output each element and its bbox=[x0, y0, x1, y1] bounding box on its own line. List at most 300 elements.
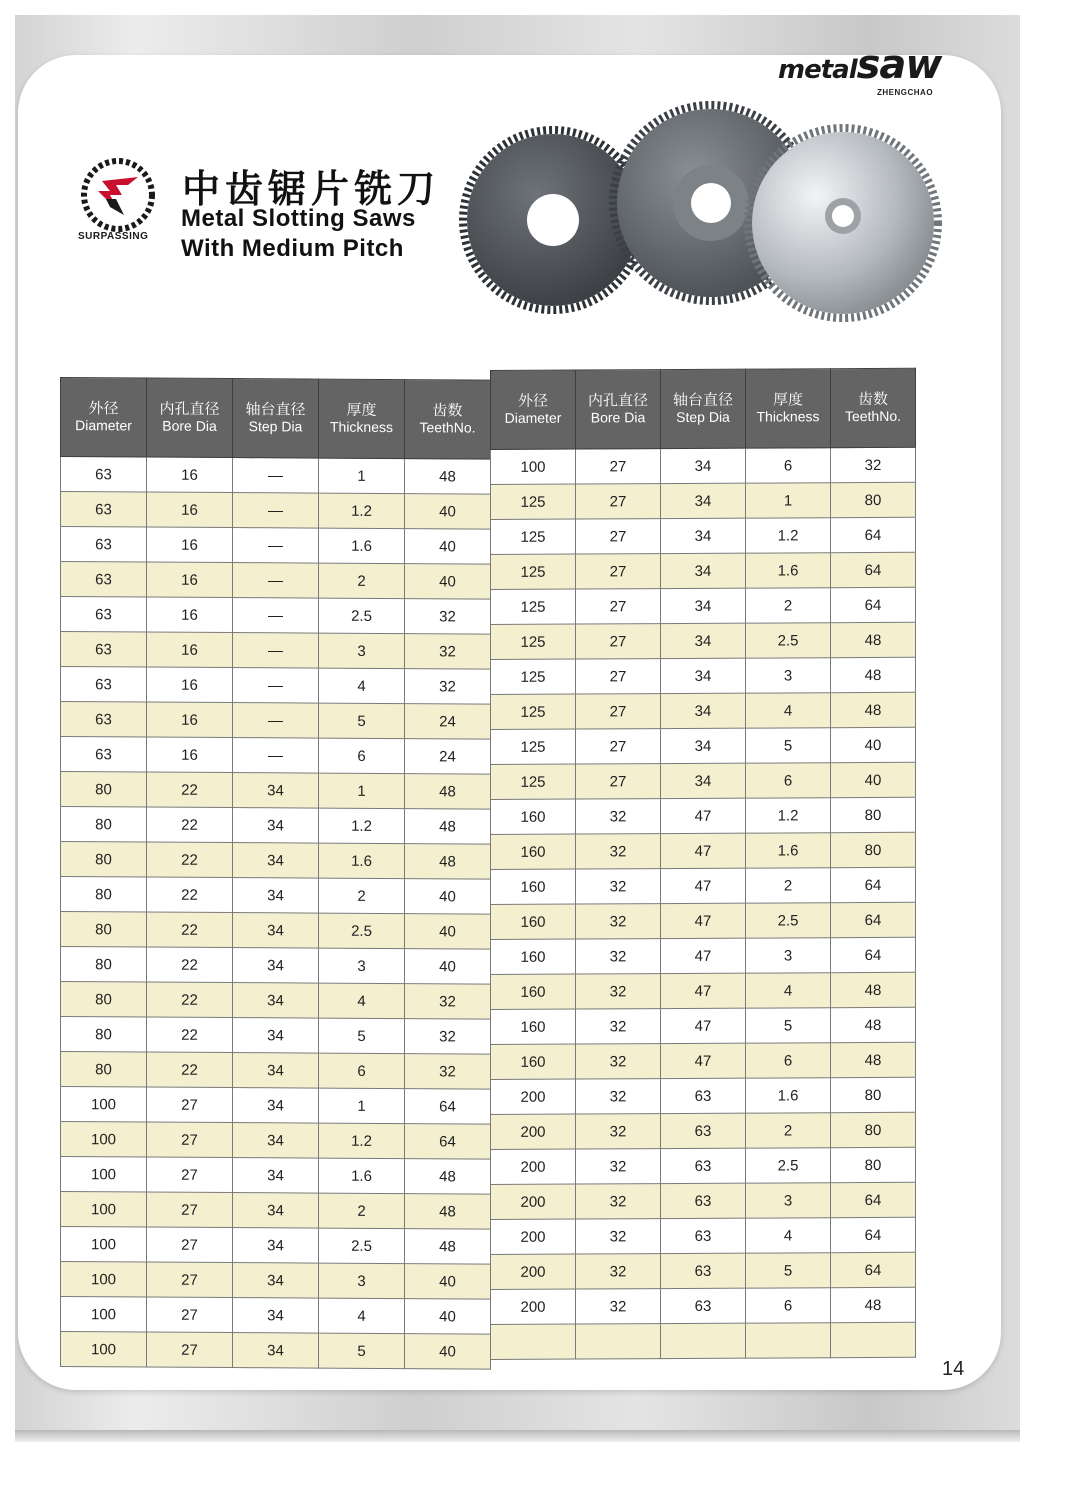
header-teeth-no: 齿数 TeethNo. bbox=[831, 368, 916, 447]
table-row bbox=[61, 1192, 491, 1230]
table-cell: 5 bbox=[319, 1018, 405, 1054]
table-row bbox=[61, 982, 491, 1020]
table-row bbox=[61, 842, 491, 880]
table-cell: 100 bbox=[61, 1122, 147, 1158]
table-cell: 3 bbox=[746, 1183, 831, 1218]
table-cell: 2 bbox=[746, 1113, 831, 1148]
table-cell: 3 bbox=[746, 658, 831, 693]
table-row bbox=[491, 1252, 916, 1289]
table-cell: 22 bbox=[147, 877, 233, 913]
table-row bbox=[491, 1077, 916, 1114]
table-cell: 32 bbox=[405, 1019, 491, 1055]
header-bore-dia: 内孔直径 Bore Dia bbox=[576, 370, 661, 449]
surpassing-logo-icon bbox=[80, 155, 160, 235]
table-cell: 16 bbox=[147, 527, 233, 563]
table-cell bbox=[661, 1323, 746, 1358]
table-cell: — bbox=[233, 598, 319, 634]
table-cell: 16 bbox=[147, 667, 233, 703]
table-cell: 160 bbox=[491, 974, 576, 1009]
table-row bbox=[61, 1122, 491, 1160]
header-diameter: 外径 Diameter bbox=[491, 370, 576, 449]
table-cell: 48 bbox=[831, 1007, 916, 1042]
table-row bbox=[61, 632, 491, 670]
table-cell: 34 bbox=[661, 588, 746, 623]
table-cell: 80 bbox=[61, 912, 147, 948]
table-cell: 1.2 bbox=[746, 518, 831, 553]
table-cell: 63 bbox=[661, 1288, 746, 1323]
table-cell: 1.6 bbox=[319, 843, 405, 879]
table-cell: 32 bbox=[405, 984, 491, 1020]
table-row bbox=[61, 737, 491, 775]
table-cell: 27 bbox=[147, 1087, 233, 1123]
table-cell: 200 bbox=[491, 1079, 576, 1114]
table-cell: 4 bbox=[746, 973, 831, 1008]
table-cell: 22 bbox=[147, 982, 233, 1018]
brand-subtitle: ZHENGCHAO bbox=[877, 88, 934, 97]
table-cell: 34 bbox=[661, 763, 746, 798]
table-row bbox=[491, 867, 916, 904]
table-row bbox=[491, 447, 916, 484]
table-cell: 32 bbox=[405, 599, 491, 635]
table-cell: 80 bbox=[831, 797, 916, 832]
table-cell: 34 bbox=[233, 1088, 319, 1124]
table-cell: 22 bbox=[147, 772, 233, 808]
table-row bbox=[491, 517, 916, 554]
table-cell: — bbox=[233, 703, 319, 739]
table-cell: 16 bbox=[147, 492, 233, 528]
table-cell: 34 bbox=[661, 728, 746, 763]
table-cell: 5 bbox=[319, 1333, 405, 1369]
table-cell: 48 bbox=[405, 774, 491, 810]
table-cell: 80 bbox=[61, 877, 147, 913]
table-cell: 160 bbox=[491, 1009, 576, 1044]
table-row bbox=[491, 972, 916, 1009]
table-cell: 27 bbox=[576, 519, 661, 554]
table-cell: 1.6 bbox=[319, 1158, 405, 1194]
table-cell: 2 bbox=[746, 868, 831, 903]
table-cell: 125 bbox=[491, 624, 576, 659]
table-row bbox=[491, 762, 916, 799]
table-cell: 27 bbox=[147, 1297, 233, 1333]
table-cell bbox=[831, 1322, 916, 1357]
table-cell: 160 bbox=[491, 799, 576, 834]
table-cell: — bbox=[233, 563, 319, 599]
table-cell: 34 bbox=[661, 658, 746, 693]
table-cell: 27 bbox=[576, 764, 661, 799]
table-cell: 1.6 bbox=[746, 833, 831, 868]
table-cell: 16 bbox=[147, 562, 233, 598]
table-cell: 32 bbox=[405, 1054, 491, 1090]
table-cell: 47 bbox=[661, 833, 746, 868]
table-cell: 47 bbox=[661, 1008, 746, 1043]
table-cell: 100 bbox=[61, 1297, 147, 1333]
page-number: 14 bbox=[942, 1358, 965, 1380]
table-row bbox=[491, 622, 916, 659]
table-cell: 34 bbox=[233, 878, 319, 914]
table-row bbox=[61, 807, 491, 845]
table-cell: 24 bbox=[405, 704, 491, 740]
table-cell: 6 bbox=[319, 738, 405, 774]
table-cell: 63 bbox=[661, 1253, 746, 1288]
table-cell: 1 bbox=[319, 1088, 405, 1124]
table-cell: 63 bbox=[61, 457, 147, 493]
table-cell: 27 bbox=[147, 1157, 233, 1193]
table-cell: 48 bbox=[405, 844, 491, 880]
table-cell: 1.2 bbox=[319, 1123, 405, 1159]
table-cell: 40 bbox=[405, 949, 491, 985]
table-cell: 80 bbox=[61, 1052, 147, 1088]
table-row bbox=[491, 1182, 916, 1219]
table-cell: 64 bbox=[831, 517, 916, 552]
table-cell: 64 bbox=[831, 552, 916, 587]
table-row bbox=[61, 772, 491, 810]
table-cell: — bbox=[233, 528, 319, 564]
table-cell: 2.5 bbox=[319, 598, 405, 634]
table-row bbox=[61, 527, 491, 565]
title-english bbox=[181, 204, 416, 264]
table-cell: 64 bbox=[831, 937, 916, 972]
table-cell: 27 bbox=[576, 624, 661, 659]
table-row bbox=[61, 1052, 491, 1090]
table-cell: 32 bbox=[576, 1184, 661, 1219]
table-cell: 5 bbox=[746, 728, 831, 763]
table-cell: 48 bbox=[405, 809, 491, 845]
table-cell: 48 bbox=[831, 622, 916, 657]
table-cell: 40 bbox=[405, 1334, 491, 1370]
table-cell: 200 bbox=[491, 1254, 576, 1289]
table-row bbox=[61, 597, 491, 635]
table-cell: 160 bbox=[491, 904, 576, 939]
table-cell: 1.6 bbox=[746, 553, 831, 588]
table-cell: 32 bbox=[831, 447, 916, 482]
table-cell: 22 bbox=[147, 912, 233, 948]
table-row bbox=[491, 587, 916, 624]
table-cell: 47 bbox=[661, 973, 746, 1008]
table-cell: 47 bbox=[661, 938, 746, 973]
table-cell: 160 bbox=[491, 1044, 576, 1079]
table-row bbox=[61, 492, 491, 530]
table-cell: 5 bbox=[746, 1008, 831, 1043]
spec-table-right bbox=[490, 368, 916, 1360]
table-cell: 160 bbox=[491, 939, 576, 974]
table-cell: 34 bbox=[233, 1158, 319, 1194]
table-row bbox=[491, 1147, 916, 1184]
table-cell: 80 bbox=[61, 1017, 147, 1053]
table-row bbox=[61, 1157, 491, 1195]
table-cell: 32 bbox=[576, 1079, 661, 1114]
table-row bbox=[491, 552, 916, 589]
table-row bbox=[61, 457, 491, 495]
table-row bbox=[491, 1112, 916, 1149]
table-cell: 34 bbox=[233, 1123, 319, 1159]
table-row bbox=[61, 1332, 491, 1370]
table-row bbox=[61, 1227, 491, 1265]
table-cell: 200 bbox=[491, 1219, 576, 1254]
table-row bbox=[491, 482, 916, 519]
table-cell: 40 bbox=[405, 914, 491, 950]
table-cell: 1 bbox=[319, 773, 405, 809]
table-cell: 34 bbox=[661, 623, 746, 658]
table-cell bbox=[576, 1324, 661, 1359]
table-cell: 125 bbox=[491, 764, 576, 799]
table-cell: 64 bbox=[831, 1217, 916, 1252]
table-cell: 5 bbox=[746, 1253, 831, 1288]
table-cell: — bbox=[233, 633, 319, 669]
table-cell: 34 bbox=[661, 483, 746, 518]
table-cell: 34 bbox=[233, 1193, 319, 1229]
table-cell: 48 bbox=[831, 1287, 916, 1322]
header-step-dia: 轴台直径 Step Dia bbox=[661, 369, 746, 448]
table-cell: 34 bbox=[233, 913, 319, 949]
table-cell: 16 bbox=[147, 737, 233, 773]
header-bore-dia: 内孔直径 Bore Dia bbox=[147, 378, 233, 458]
table-cell: 34 bbox=[233, 1298, 319, 1334]
table-cell: 1.6 bbox=[746, 1078, 831, 1113]
table-row bbox=[61, 1297, 491, 1335]
table-cell: — bbox=[233, 668, 319, 704]
table-cell: 63 bbox=[61, 527, 147, 563]
table-cell: 64 bbox=[405, 1124, 491, 1160]
table-cell: 125 bbox=[491, 729, 576, 764]
table-cell: 80 bbox=[61, 807, 147, 843]
table-cell: 16 bbox=[147, 632, 233, 668]
table-cell: 32 bbox=[405, 634, 491, 670]
table-cell: 6 bbox=[319, 1053, 405, 1089]
table-cell: 63 bbox=[61, 667, 147, 703]
table-cell: 125 bbox=[491, 694, 576, 729]
table-cell: 32 bbox=[576, 1009, 661, 1044]
table-cell: 2.5 bbox=[319, 913, 405, 949]
table-cell: 27 bbox=[147, 1227, 233, 1263]
table-cell: 63 bbox=[61, 562, 147, 598]
table-cell: 34 bbox=[233, 948, 319, 984]
table-cell: 80 bbox=[831, 1077, 916, 1112]
table-cell: 32 bbox=[576, 1044, 661, 1079]
table-cell: 3 bbox=[319, 633, 405, 669]
table-cell: 34 bbox=[661, 693, 746, 728]
table-cell: 200 bbox=[491, 1149, 576, 1184]
table-cell: 63 bbox=[661, 1148, 746, 1183]
table-cell: 63 bbox=[61, 702, 147, 738]
table-cell: 22 bbox=[147, 807, 233, 843]
table-row bbox=[61, 1017, 491, 1055]
table-cell: 5 bbox=[319, 703, 405, 739]
table-cell: 32 bbox=[576, 974, 661, 1009]
table-cell: 160 bbox=[491, 834, 576, 869]
table-cell: — bbox=[233, 458, 319, 494]
table-cell: 32 bbox=[576, 869, 661, 904]
table-cell: 80 bbox=[61, 982, 147, 1018]
table-cell: 27 bbox=[576, 484, 661, 519]
table-cell: 63 bbox=[661, 1218, 746, 1253]
brand-name-big: saw bbox=[856, 42, 942, 88]
table-row bbox=[61, 702, 491, 740]
table-row bbox=[491, 937, 916, 974]
table-cell: 47 bbox=[661, 798, 746, 833]
table-cell: 48 bbox=[405, 459, 491, 495]
table-cell: 1.2 bbox=[319, 808, 405, 844]
table-cell: 4 bbox=[746, 693, 831, 728]
table-cell: 34 bbox=[233, 843, 319, 879]
table-cell: 64 bbox=[831, 587, 916, 622]
table-cell: 64 bbox=[831, 1182, 916, 1217]
table-cell: 100 bbox=[61, 1157, 147, 1193]
table-cell: 100 bbox=[61, 1332, 147, 1368]
table-row bbox=[61, 947, 491, 985]
table-cell: 4 bbox=[319, 668, 405, 704]
table-cell: 16 bbox=[147, 457, 233, 493]
table-header-row bbox=[491, 368, 916, 449]
table-cell: 40 bbox=[405, 529, 491, 565]
table-cell: 100 bbox=[61, 1227, 147, 1263]
table-cell: 32 bbox=[576, 904, 661, 939]
table-cell: 32 bbox=[576, 834, 661, 869]
table-cell: 80 bbox=[831, 1112, 916, 1147]
table-cell: 80 bbox=[831, 832, 916, 867]
table-cell: 64 bbox=[831, 902, 916, 937]
table-cell: 27 bbox=[576, 729, 661, 764]
table-cell: 2 bbox=[319, 563, 405, 599]
table-cell: 100 bbox=[61, 1262, 147, 1298]
table-cell: 63 bbox=[661, 1183, 746, 1218]
table-cell: 47 bbox=[661, 1043, 746, 1078]
header-thickness: 厚度 Thickness bbox=[746, 369, 831, 448]
table-row bbox=[61, 912, 491, 950]
table-cell: 100 bbox=[61, 1192, 147, 1228]
brand-logo-text bbox=[778, 42, 941, 88]
table-cell: 40 bbox=[831, 762, 916, 797]
table-cell: 22 bbox=[147, 1017, 233, 1053]
table-row bbox=[491, 1042, 916, 1079]
table-cell: 6 bbox=[746, 763, 831, 798]
table-cell: 34 bbox=[661, 518, 746, 553]
table-cell: 27 bbox=[576, 694, 661, 729]
table-cell: 27 bbox=[576, 449, 661, 484]
table-cell: 63 bbox=[661, 1113, 746, 1148]
table-cell: 40 bbox=[405, 1299, 491, 1335]
table-cell: 125 bbox=[491, 519, 576, 554]
table-cell: 27 bbox=[576, 554, 661, 589]
table-cell: 27 bbox=[576, 589, 661, 624]
table-cell: 80 bbox=[831, 1147, 916, 1182]
table-cell: 34 bbox=[233, 1263, 319, 1299]
table-cell: 27 bbox=[576, 659, 661, 694]
table-cell: 80 bbox=[61, 842, 147, 878]
table-cell: 40 bbox=[405, 879, 491, 915]
page-edge-shadow bbox=[15, 1430, 1020, 1442]
table-cell: 47 bbox=[661, 903, 746, 938]
table-row bbox=[491, 727, 916, 764]
table-row bbox=[491, 1217, 916, 1254]
table-cell: 63 bbox=[61, 737, 147, 773]
table-cell: 32 bbox=[576, 1149, 661, 1184]
table-cell: 63 bbox=[61, 597, 147, 633]
table-cell: 2 bbox=[319, 878, 405, 914]
table-cell: 32 bbox=[576, 1254, 661, 1289]
table-cell: 34 bbox=[233, 1018, 319, 1054]
table-cell: 27 bbox=[147, 1332, 233, 1368]
table-cell: 3 bbox=[319, 948, 405, 984]
table-cell: 64 bbox=[831, 867, 916, 902]
table-cell: 2.5 bbox=[319, 1228, 405, 1264]
table-cell: 40 bbox=[405, 564, 491, 600]
table-cell: 22 bbox=[147, 842, 233, 878]
table-cell: 4 bbox=[319, 1298, 405, 1334]
table-cell: 32 bbox=[576, 799, 661, 834]
table-cell: 6 bbox=[746, 1043, 831, 1078]
table-row bbox=[491, 832, 916, 869]
table-cell: 63 bbox=[61, 632, 147, 668]
table-cell: 160 bbox=[491, 869, 576, 904]
table-cell: 125 bbox=[491, 589, 576, 624]
table-cell: 16 bbox=[147, 597, 233, 633]
table-cell: 80 bbox=[61, 772, 147, 808]
table-cell: 34 bbox=[233, 1053, 319, 1089]
table-cell: 2.5 bbox=[746, 1148, 831, 1183]
table-cell: 3 bbox=[746, 938, 831, 973]
table-cell: 6 bbox=[746, 1288, 831, 1323]
table-cell: 80 bbox=[831, 482, 916, 517]
spec-table-left bbox=[60, 377, 491, 1370]
table-cell: 48 bbox=[831, 972, 916, 1007]
table-cell: 27 bbox=[147, 1262, 233, 1298]
table-row bbox=[61, 1087, 491, 1125]
table-cell: 16 bbox=[147, 702, 233, 738]
table-cell: 34 bbox=[233, 773, 319, 809]
table-cell: 1 bbox=[319, 458, 405, 494]
header-step-dia: 轴台直径 Step Dia bbox=[233, 379, 319, 459]
table-row bbox=[491, 1007, 916, 1044]
header-thickness: 厚度 Thickness bbox=[319, 379, 405, 459]
title-english-line1: Metal Slotting Saws bbox=[181, 205, 416, 232]
table-cell bbox=[746, 1323, 831, 1358]
table-cell: 1.2 bbox=[319, 493, 405, 529]
table-row bbox=[61, 562, 491, 600]
table-row bbox=[491, 1287, 916, 1324]
table-cell: 48 bbox=[405, 1229, 491, 1265]
table-cell: 34 bbox=[233, 1228, 319, 1264]
table-cell: 24 bbox=[405, 739, 491, 775]
table-row bbox=[61, 1262, 491, 1300]
table-cell: 200 bbox=[491, 1289, 576, 1324]
table-cell: 6 bbox=[746, 448, 831, 483]
table-row bbox=[61, 877, 491, 915]
table-cell: 34 bbox=[233, 1333, 319, 1369]
table-cell: 1.2 bbox=[746, 798, 831, 833]
table-cell: 125 bbox=[491, 659, 576, 694]
table-cell: 47 bbox=[661, 868, 746, 903]
table-cell: 48 bbox=[831, 1042, 916, 1077]
table-cell: 34 bbox=[661, 448, 746, 483]
table-cell: 3 bbox=[319, 1263, 405, 1299]
table-cell: 40 bbox=[405, 1264, 491, 1300]
logo-caption: SURPASSING bbox=[78, 231, 149, 242]
table-cell: 63 bbox=[61, 492, 147, 528]
table-cell: 32 bbox=[405, 669, 491, 705]
table-cell: 34 bbox=[233, 983, 319, 1019]
table-cell: 32 bbox=[576, 1289, 661, 1324]
table-cell: — bbox=[233, 493, 319, 529]
table-cell: 48 bbox=[405, 1194, 491, 1230]
table-cell: 32 bbox=[576, 1219, 661, 1254]
saw-blade-bright bbox=[748, 128, 938, 318]
table-row bbox=[491, 1322, 916, 1359]
table-cell: 34 bbox=[661, 553, 746, 588]
table-cell: 27 bbox=[147, 1122, 233, 1158]
table-cell: 4 bbox=[319, 983, 405, 1019]
table-cell: 1 bbox=[746, 483, 831, 518]
brand-name-small: metal bbox=[778, 55, 857, 85]
